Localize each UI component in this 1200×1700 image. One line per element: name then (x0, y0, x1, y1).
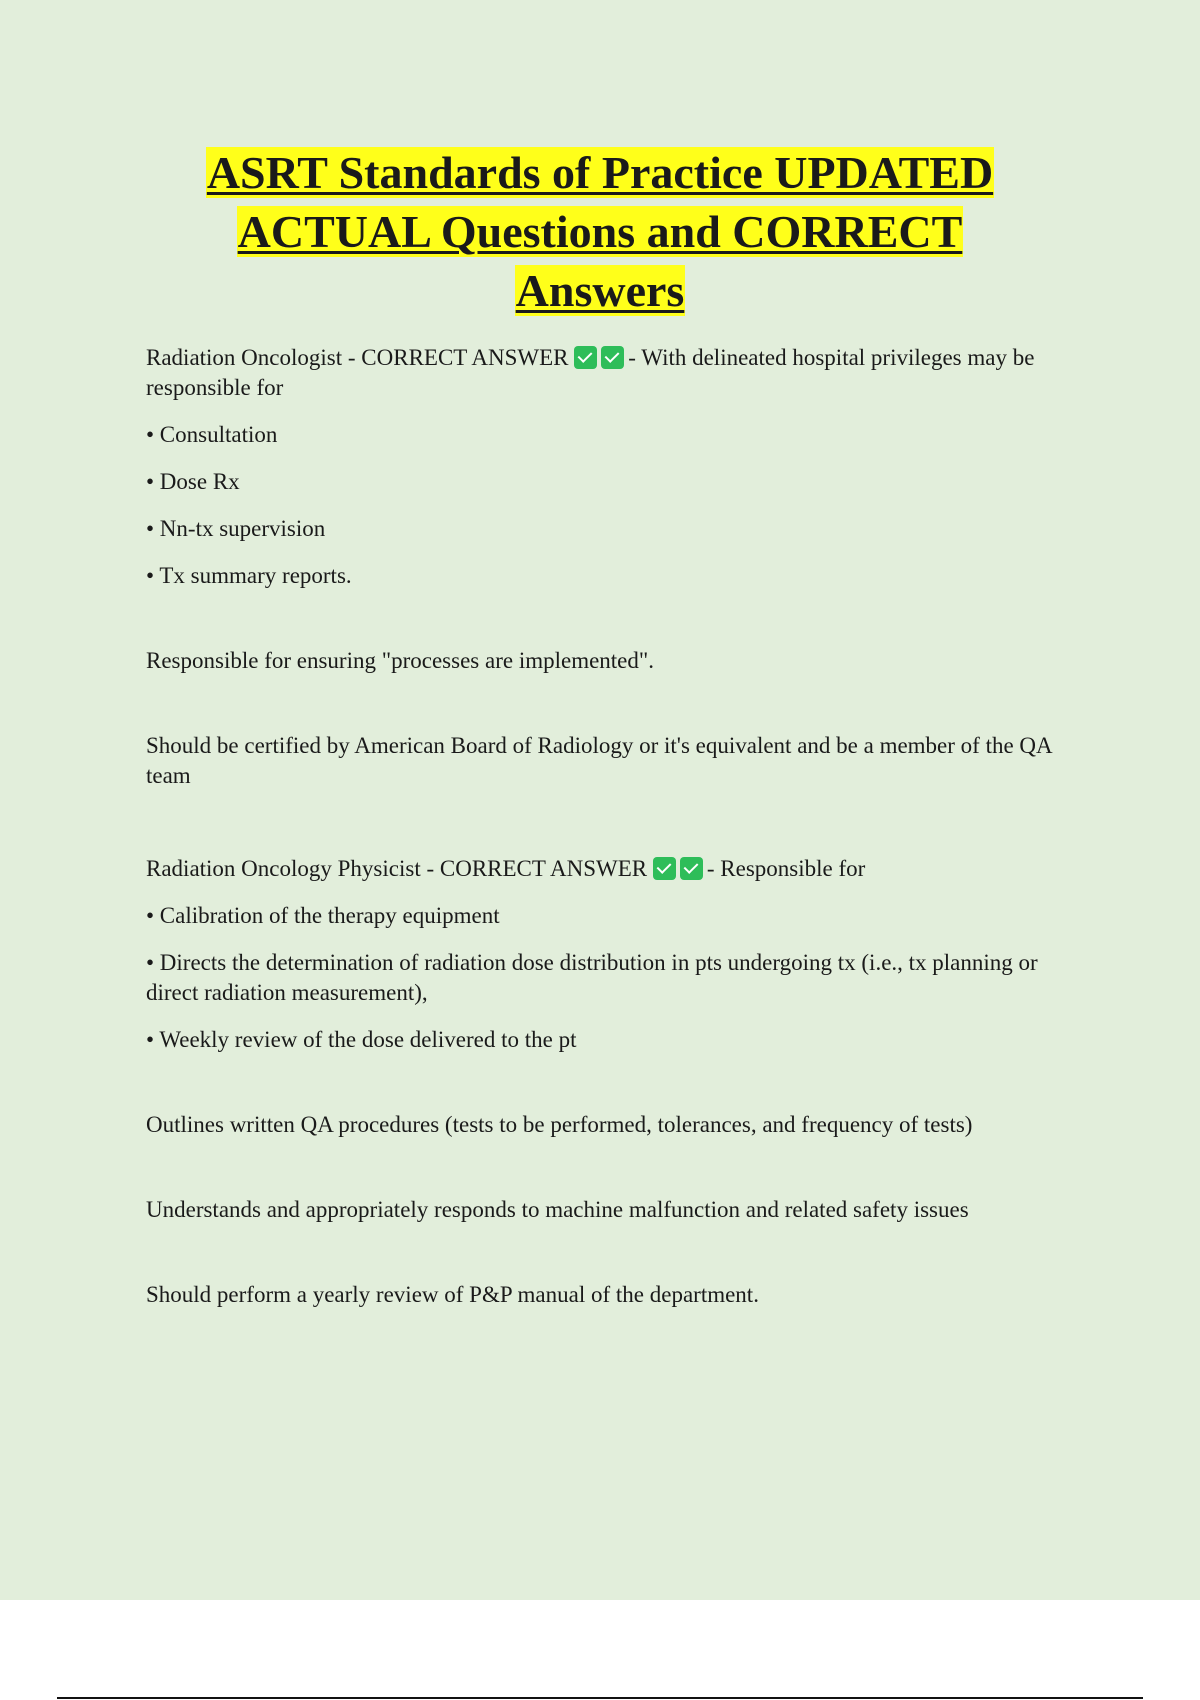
paragraph: Outlines written QA procedures (tests to be performed, tolerances, and frequency of tests) (146, 1112, 973, 1137)
list-item: • Nn-tx supervision (146, 516, 326, 541)
answer-intro: - Responsible for (706, 856, 866, 881)
qa-item-radiation-oncologist (146, 343, 1086, 403)
footer-divider (57, 1697, 1143, 1699)
paragraph: Understands and appropriately responds to machine malfunction and related safety issues (146, 1197, 969, 1222)
check-mark-icon (574, 346, 597, 369)
list-item: • Consultation (146, 422, 278, 447)
list-item: • Directs the determination of radiation dose distribution in pts undergoing tx (i.e., tx planning or direct radiation measurement), (146, 950, 1038, 1005)
title-line-3: Answers (515, 265, 685, 316)
paragraph: Should be certified by American Board of Radiology or it's equivalent and be a member of the QA team (146, 733, 1052, 788)
title-line-1: ASRT Standards of Practice UPDATED (206, 147, 994, 198)
check-mark-icon (653, 857, 676, 880)
document-body (146, 343, 1086, 1310)
check-mark-icon (601, 346, 624, 369)
question-term: Radiation Oncologist - CORRECT ANSWER (146, 345, 569, 370)
paragraph: Should perform a yearly review of P&P manual of the department. (146, 1282, 759, 1307)
document-title (100, 143, 1100, 320)
paragraph: Responsible for ensuring "processes are implemented". (146, 648, 655, 673)
title-line-2: ACTUAL Questions and CORRECT (237, 206, 963, 257)
list-item: • Tx summary reports. (146, 563, 352, 588)
list-item: • Dose Rx (146, 469, 240, 494)
answer-intro: - With delineated hospital privileges may be responsible for (146, 345, 1035, 400)
check-mark-icon (680, 857, 703, 880)
list-item: • Weekly review of the dose delivered to the pt (146, 1027, 577, 1052)
question-term: Radiation Oncology Physicist - CORRECT ANSWER (146, 856, 648, 881)
list-item: • Calibration of the therapy equipment (146, 903, 500, 928)
qa-item-radiation-oncology-physicist (146, 854, 1086, 884)
